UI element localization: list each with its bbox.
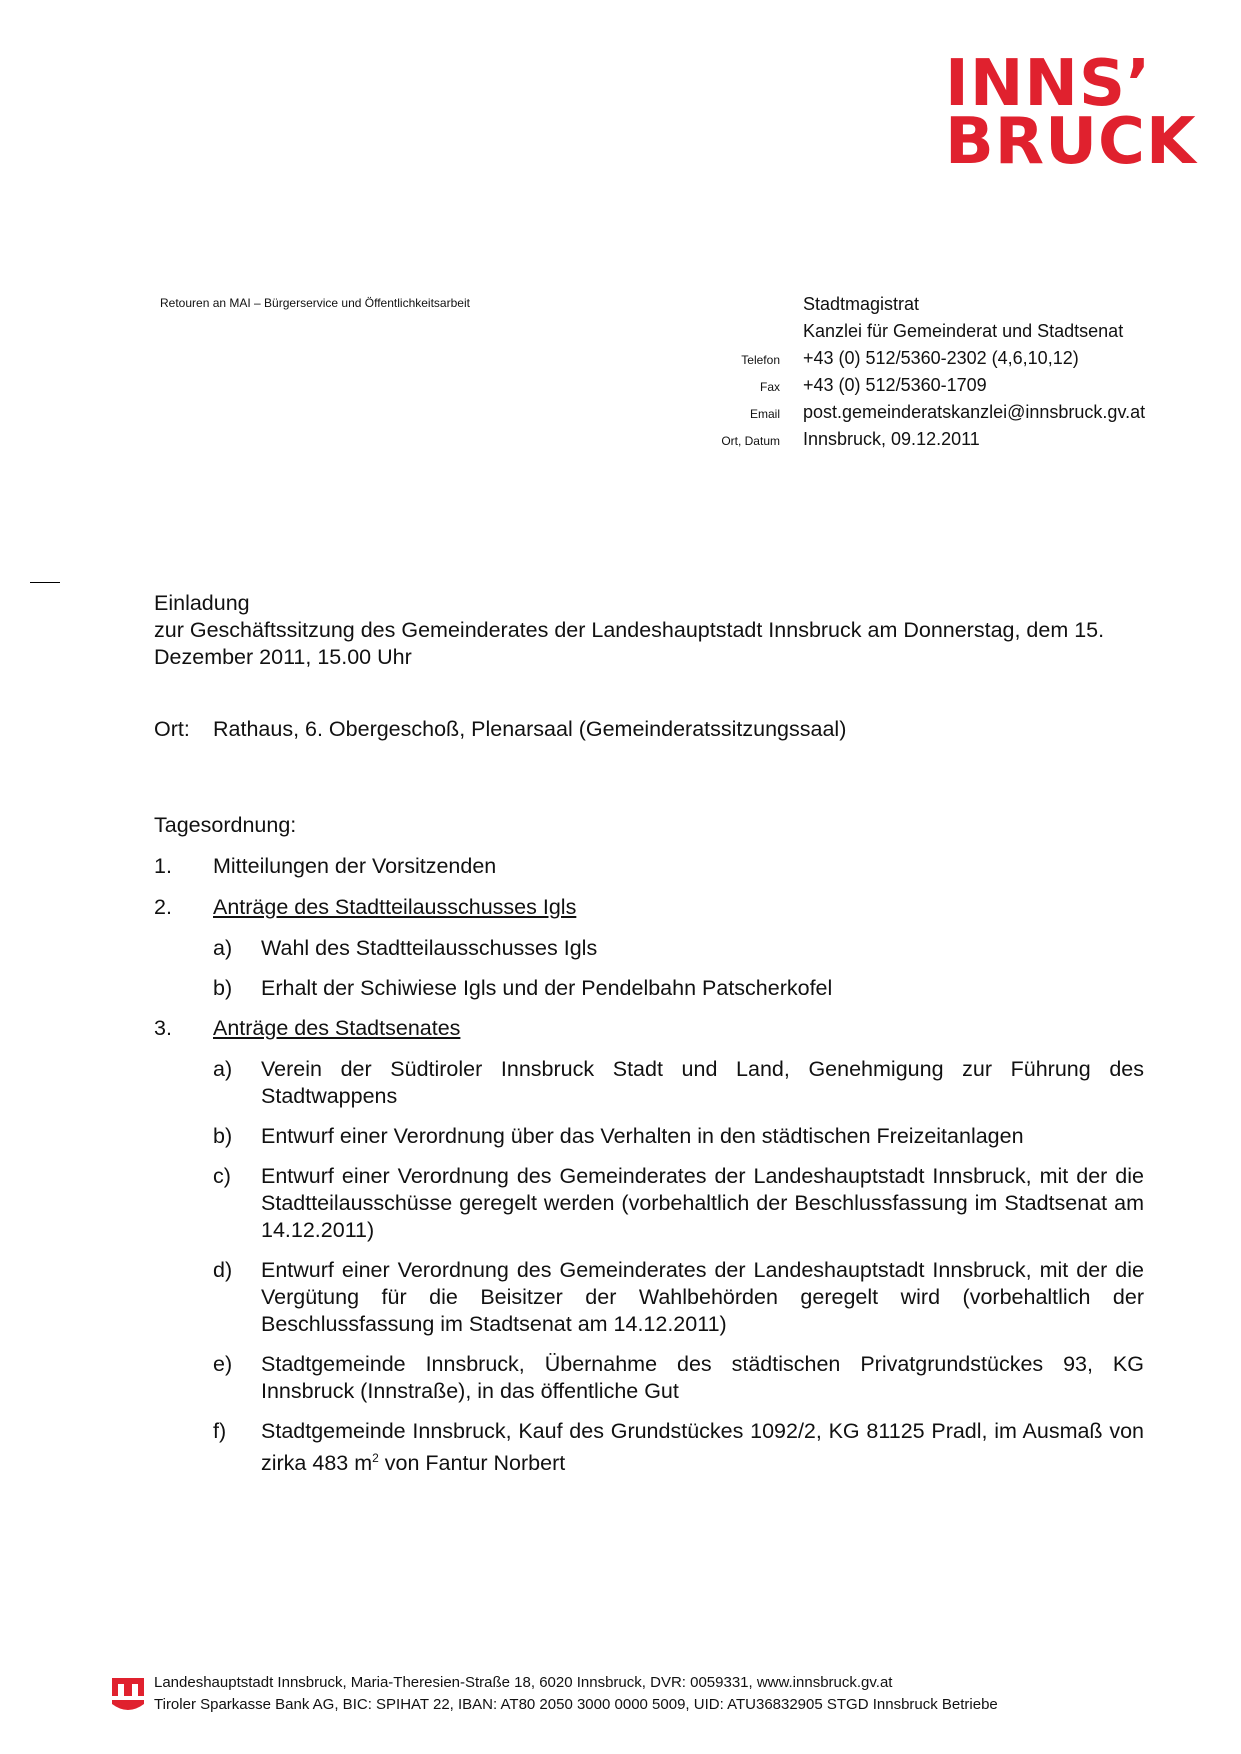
agenda-item-2a [154,935,1144,962]
footer-line-1: Landeshauptstadt Innsbruck, Maria-Theresien-Straße 18, 6020 Innsbruck, DVR: 0059331, www.innsbruck.gv.at [154,1674,893,1691]
sub-text: Stadtgemeinde Innsbruck, Kauf des Grundstückes 1092/2, KG 81125 Pradl, im Ausmaß von zirka 483 m [261,1419,1144,1476]
logo-line-1: INNS’ [945,47,1152,121]
sub-label: f) [213,1419,227,1443]
agenda-item-2b [154,975,1144,1002]
phone-label: Telefon [741,353,780,367]
innsbruck-crest-icon [110,1676,146,1714]
location-value: Rathaus, 6. Obergeschoß, Plenarsaal (Gemeinderatssitzungssaal) [213,717,847,741]
sub-text-tail: von Fantur Norbert [378,1451,566,1476]
agenda-text-1: Mitteilungen der Vorsitzenden [213,854,497,878]
phone-value: +43 (0) 512/5360-2302 (4,6,10,12) [803,348,1079,368]
sub-label: b) [213,1124,233,1148]
agenda-item-1 [154,853,1144,880]
agenda-item-3e [154,1351,1144,1405]
sub-text: Erhalt der Schiwiese Igls und der Pendelbahn Patscherkofel [261,976,833,1000]
fax-label: Fax [759,380,780,394]
superscript: 2 [372,1451,379,1465]
agenda-text-3: Anträge des Stadtsenates [213,1016,461,1040]
email-label: Email [749,407,780,421]
agenda-item-3d [154,1257,1144,1338]
agenda-num-2: 2. [154,895,172,919]
agenda-num-1: 1. [154,854,172,878]
sub-label: a) [213,936,233,960]
sub-text: Entwurf einer Verordnung über das Verhalten in den städtischen Freizeitanlagen [261,1124,1024,1148]
footer [110,1672,998,1716]
sub-text: Wahl des Stadtteilausschusses Igls [261,936,598,960]
agenda-label: Tagesordnung: [154,813,297,837]
return-address: Retouren an MAI – Bürgerservice und Öffentlichkeitsarbeit [160,296,470,310]
sub-text: Entwurf einer Verordnung des Gemeinderates der Landeshauptstadt Innsbruck, mit der die Stadtteilausschüsse geregelt werden (vorbehaltlich der Beschlussfassung im Stadtsenat am 14.12.2011) [261,1164,1144,1242]
agenda-item-3c [154,1163,1144,1244]
sub-text: Stadtgemeinde Innsbruck, Übernahme des städtischen Privatgrundstückes 93, KG Innsbruck (Innstraße), in das öffentliche Gut [261,1352,1144,1403]
agenda-num-3: 3. [154,1016,172,1040]
agenda-text-2: Anträge des Stadtteilausschusses Igls [213,895,577,919]
fold-mark [30,582,60,583]
agenda-item-3b [154,1123,1144,1150]
sub-label: e) [213,1352,233,1376]
innsbruck-logo [945,47,1197,179]
sub-label: a) [213,1057,233,1081]
sub-text: Entwurf einer Verordnung des Gemeinderates der Landeshauptstadt Innsbruck, mit der die Vergütung für die Beisitzer der Wahlbehörden geregelt wird (vorbehaltlich der Beschlussfassung im Stadtsenat am 14.12.2011) [261,1258,1144,1336]
fax-value: +43 (0) 512/5360-1709 [803,375,987,395]
agenda-item-3a [154,1056,1144,1110]
sub-label: c) [213,1164,231,1188]
location-row [154,716,1144,743]
letter-heading: Einladung [154,591,250,615]
email-value[interactable]: post.gemeinderatskanzlei@innsbruck.gv.at [803,402,1146,422]
sub-text: Verein der Südtiroler Innsbruck Stadt und Land, Genehmigung zur Führung des Stadtwappens [261,1057,1144,1108]
footer-line-2: Tiroler Sparkasse Bank AG, BIC: SPIHAT 22, IBAN: AT80 2050 3000 0000 5009, UID: ATU36832905 STGD Innsbruck Betriebe [154,1696,998,1713]
location-label: Ort: [154,717,190,741]
contact-org: Stadtmagistrat [803,294,920,314]
agenda-item-3 [154,1015,1144,1042]
agenda-item-3f [154,1418,1144,1477]
date-label: Ort, Datum [721,434,780,448]
sub-label: b) [213,976,233,1000]
date-value: Innsbruck, 09.12.2011 [803,429,980,449]
sub-label: d) [213,1258,233,1282]
agenda-item-2 [154,894,1144,921]
contact-dept: Kanzlei für Gemeinderat und Stadtsenat [803,321,1124,341]
letter-subject: zur Geschäftssitzung des Gemeinderates der Landeshauptstadt Innsbruck am Donnerstag, dem 15. Dezember 2011, 15.00 Uhr [154,618,1105,669]
logo-line-2: BRUCK [945,105,1197,179]
letter-body [154,590,1144,1490]
contact-block [700,294,1200,456]
